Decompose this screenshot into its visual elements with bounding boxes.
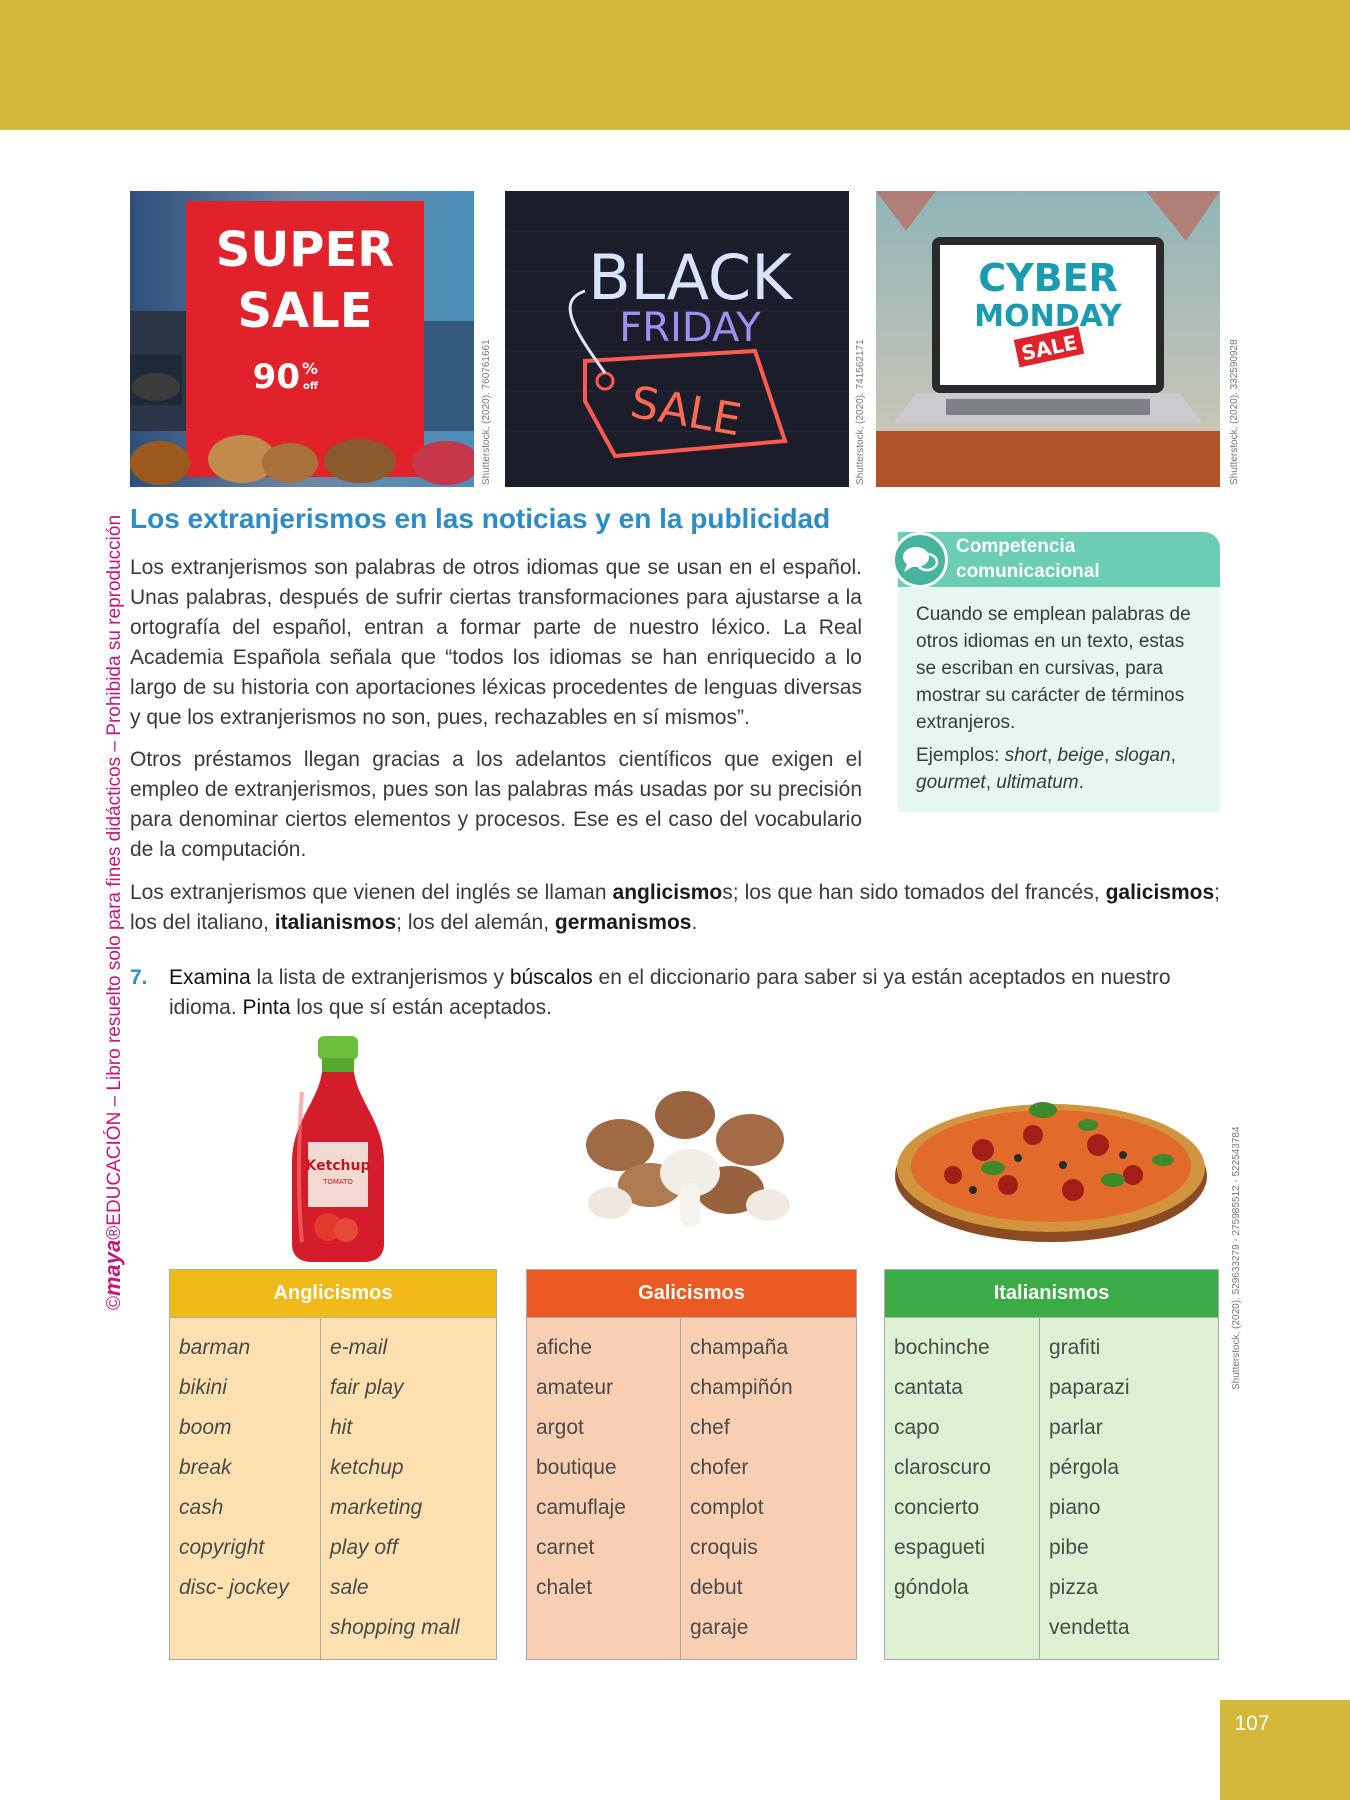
- photo-credit-3: Shutterstock, (2020). 332590928: [1229, 339, 1240, 485]
- activity-instructions: Examina la lista de extranjerismos y búscalos en el diccionario para saber si ya están aceptados en nuestro idioma. Pinta los que sí están aceptados.: [169, 966, 1171, 1019]
- cyber-text: CYBER: [978, 256, 1118, 300]
- side-copyright-note: [101, 490, 125, 1310]
- list-item[interactable]: barman: [179, 1336, 251, 1359]
- list-item[interactable]: copyright: [179, 1536, 265, 1559]
- list-item[interactable]: chef: [690, 1416, 730, 1439]
- competencia-body: [898, 587, 1220, 812]
- list-item[interactable]: espagueti: [894, 1536, 986, 1559]
- list-item[interactable]: bikini: [179, 1376, 227, 1399]
- list-item[interactable]: shopping mall: [330, 1616, 460, 1639]
- pizza-image: [893, 1080, 1209, 1248]
- list-item[interactable]: hit: [330, 1416, 353, 1439]
- page-number-box: [1220, 1700, 1350, 1800]
- galicismos-col-1: [527, 1318, 681, 1660]
- side-note-text: EDUCACIÓN – Libro resuelto solo para fines didácticos – Prohibida su reproducción: [104, 514, 125, 1226]
- list-item[interactable]: afiche: [536, 1336, 593, 1359]
- list-item[interactable]: play off: [330, 1536, 398, 1559]
- list-item[interactable]: capo: [894, 1416, 940, 1439]
- anglicismos-header: Anglicismos: [170, 1270, 497, 1318]
- list-item[interactable]: argot: [536, 1416, 584, 1439]
- copyright-symbol: ©: [104, 1296, 125, 1310]
- list-item[interactable]: carnet: [536, 1536, 595, 1559]
- super-text: SUPER: [215, 222, 395, 278]
- mushrooms-image: [570, 1085, 805, 1240]
- list-item[interactable]: camuflaje: [536, 1496, 626, 1519]
- competencia-text: Cuando se emplean palabras de otros idiomas en un texto, estas se escriban en cursivas, para mostrar su carácter de términos extranjeros.: [916, 604, 1191, 733]
- list-item[interactable]: claroscuro: [894, 1456, 991, 1479]
- galicismos-header: Galicismos: [527, 1270, 857, 1318]
- term-italianismos: italianismos: [274, 911, 397, 934]
- competencia-header: [898, 532, 1220, 587]
- section-title: Los extranjerismos en las noticias y en la publicidad: [130, 503, 831, 534]
- list-item[interactable]: amateur: [536, 1376, 614, 1399]
- list-item[interactable]: ketchup: [330, 1456, 404, 1479]
- list-item[interactable]: paparazi: [1049, 1376, 1130, 1399]
- list-item[interactable]: vendetta: [1049, 1616, 1130, 1639]
- food-photo-credit: Shutterstock, (2020). 529633279 - 275985512 - 522543784: [1231, 1126, 1242, 1390]
- term-galicismos: galicismos: [1105, 881, 1215, 904]
- italianismos-col-1: [885, 1318, 1040, 1660]
- ketchup-label-text: Ketchup: [305, 1158, 371, 1174]
- list-item[interactable]: marketing: [330, 1496, 423, 1519]
- table-italianismos: [884, 1269, 1219, 1660]
- list-item[interactable]: chofer: [690, 1456, 749, 1479]
- black-friday-image: [505, 191, 849, 487]
- table-anglicismos: [169, 1269, 497, 1660]
- list-item[interactable]: chalet: [536, 1576, 593, 1599]
- list-item[interactable]: pizza: [1049, 1576, 1099, 1599]
- list-item[interactable]: pibe: [1049, 1536, 1089, 1559]
- anglicismos-col-1: [170, 1318, 321, 1660]
- list-item[interactable]: pérgola: [1049, 1456, 1120, 1479]
- sale-tag-text: SALE: [1019, 330, 1080, 366]
- list-item[interactable]: break: [179, 1456, 232, 1479]
- top-color-band: [0, 0, 1350, 130]
- galicismos-col-2: [681, 1318, 857, 1660]
- discount-text: 90: [252, 357, 300, 397]
- list-item[interactable]: grafiti: [1049, 1336, 1101, 1359]
- list-item[interactable]: parlar: [1049, 1416, 1103, 1439]
- friday-text: FRIDAY: [619, 305, 761, 351]
- competencia-box: [898, 532, 1220, 812]
- photo-super-sale: [130, 191, 474, 487]
- list-item[interactable]: cantata: [894, 1376, 963, 1399]
- italianismos-header: Italianismos: [885, 1270, 1219, 1318]
- list-item[interactable]: champaña: [690, 1336, 789, 1359]
- list-item[interactable]: complot: [690, 1496, 764, 1519]
- list-item[interactable]: bochinche: [894, 1336, 990, 1359]
- brand-name: maya: [100, 1239, 125, 1296]
- monday-text: MONDAY: [974, 299, 1122, 334]
- list-item[interactable]: garaje: [690, 1616, 749, 1639]
- competencia-title: Competencia comunicacional: [956, 536, 1100, 582]
- ketchup-bottle-image: [288, 1032, 388, 1264]
- list-item[interactable]: concierto: [894, 1496, 980, 1519]
- sale-text: SALE: [237, 283, 373, 339]
- list-item[interactable]: sale: [330, 1576, 369, 1599]
- photo-credit-2: Shutterstock, (2020). 741562171: [855, 339, 866, 485]
- paragraph-2: Otros préstamos llegan gracias a los adelantos científicos que exigen el empleo de extranjerismos, pues son las palabras más usadas por su precisión para denominar ciertos elementos y procesos. Ese es el caso del vocabulario de la computación.: [130, 748, 862, 861]
- photo-black-friday: [505, 191, 849, 487]
- activity-number: 7.: [130, 966, 148, 989]
- photo-cyber-monday: [876, 191, 1220, 487]
- list-item[interactable]: cash: [179, 1496, 224, 1519]
- list-item[interactable]: disc- jockey: [179, 1576, 289, 1599]
- list-item[interactable]: góndola: [894, 1576, 969, 1599]
- black-text: BLACK: [588, 241, 792, 314]
- list-item[interactable]: croquis: [690, 1536, 758, 1559]
- off-text: off: [303, 381, 318, 392]
- table-galicismos: [526, 1269, 857, 1660]
- registered-mark: ®: [104, 1225, 125, 1240]
- ketchup-sub-text: TOMATO: [323, 1178, 353, 1186]
- cyber-monday-image: [876, 191, 1220, 487]
- paragraph-3: Los extranjerismos que vienen del inglés se llaman anglicismos; los que han sido tomados del francés, galicismos; los del italiano, italianismos; los del alemán, germanismos.: [130, 881, 1220, 934]
- list-item[interactable]: e-mail: [330, 1336, 388, 1359]
- activity-7: [130, 963, 1220, 1023]
- super-sale-image: [130, 191, 474, 487]
- sale-neon-text: SALE: [626, 376, 745, 447]
- list-item[interactable]: fair play: [330, 1376, 404, 1399]
- term-germanismos: germanismos: [554, 911, 692, 934]
- list-item[interactable]: piano: [1049, 1496, 1101, 1519]
- list-item[interactable]: debut: [690, 1576, 743, 1599]
- page-number: 107: [1234, 1712, 1270, 1735]
- paragraph-1: Los extranjerismos son palabras de otros idiomas que se usan en el español. Unas palabras, después de sufrir ciertas transformaciones para ajustarse a la ortografía del español, entran a formar parte de nuestro léxico. La Real Academia Española señala que “todos los idiomas se han enriquecido a lo largo de su historia con aportaciones léxicas procedentes de lenguas diversas y que los extranjerismos no son, pues, rechazables en sí mismos”.: [130, 556, 862, 729]
- list-item[interactable]: boom: [179, 1416, 232, 1439]
- term-anglicismos: anglicismo: [612, 881, 723, 904]
- speech-bubbles-icon: [892, 532, 948, 588]
- anglicismos-col-2: [321, 1318, 497, 1660]
- competencia-examples: Ejemplos: short, beige, slogan, gourmet, ultimatum.: [916, 745, 1176, 793]
- italianismos-col-2: [1040, 1318, 1219, 1660]
- list-item[interactable]: boutique: [536, 1456, 617, 1479]
- photo-credit-1: Shutterstock, (2020). 760761661: [481, 339, 492, 485]
- list-item[interactable]: champiñón: [690, 1376, 793, 1399]
- percent-text: %: [302, 359, 319, 378]
